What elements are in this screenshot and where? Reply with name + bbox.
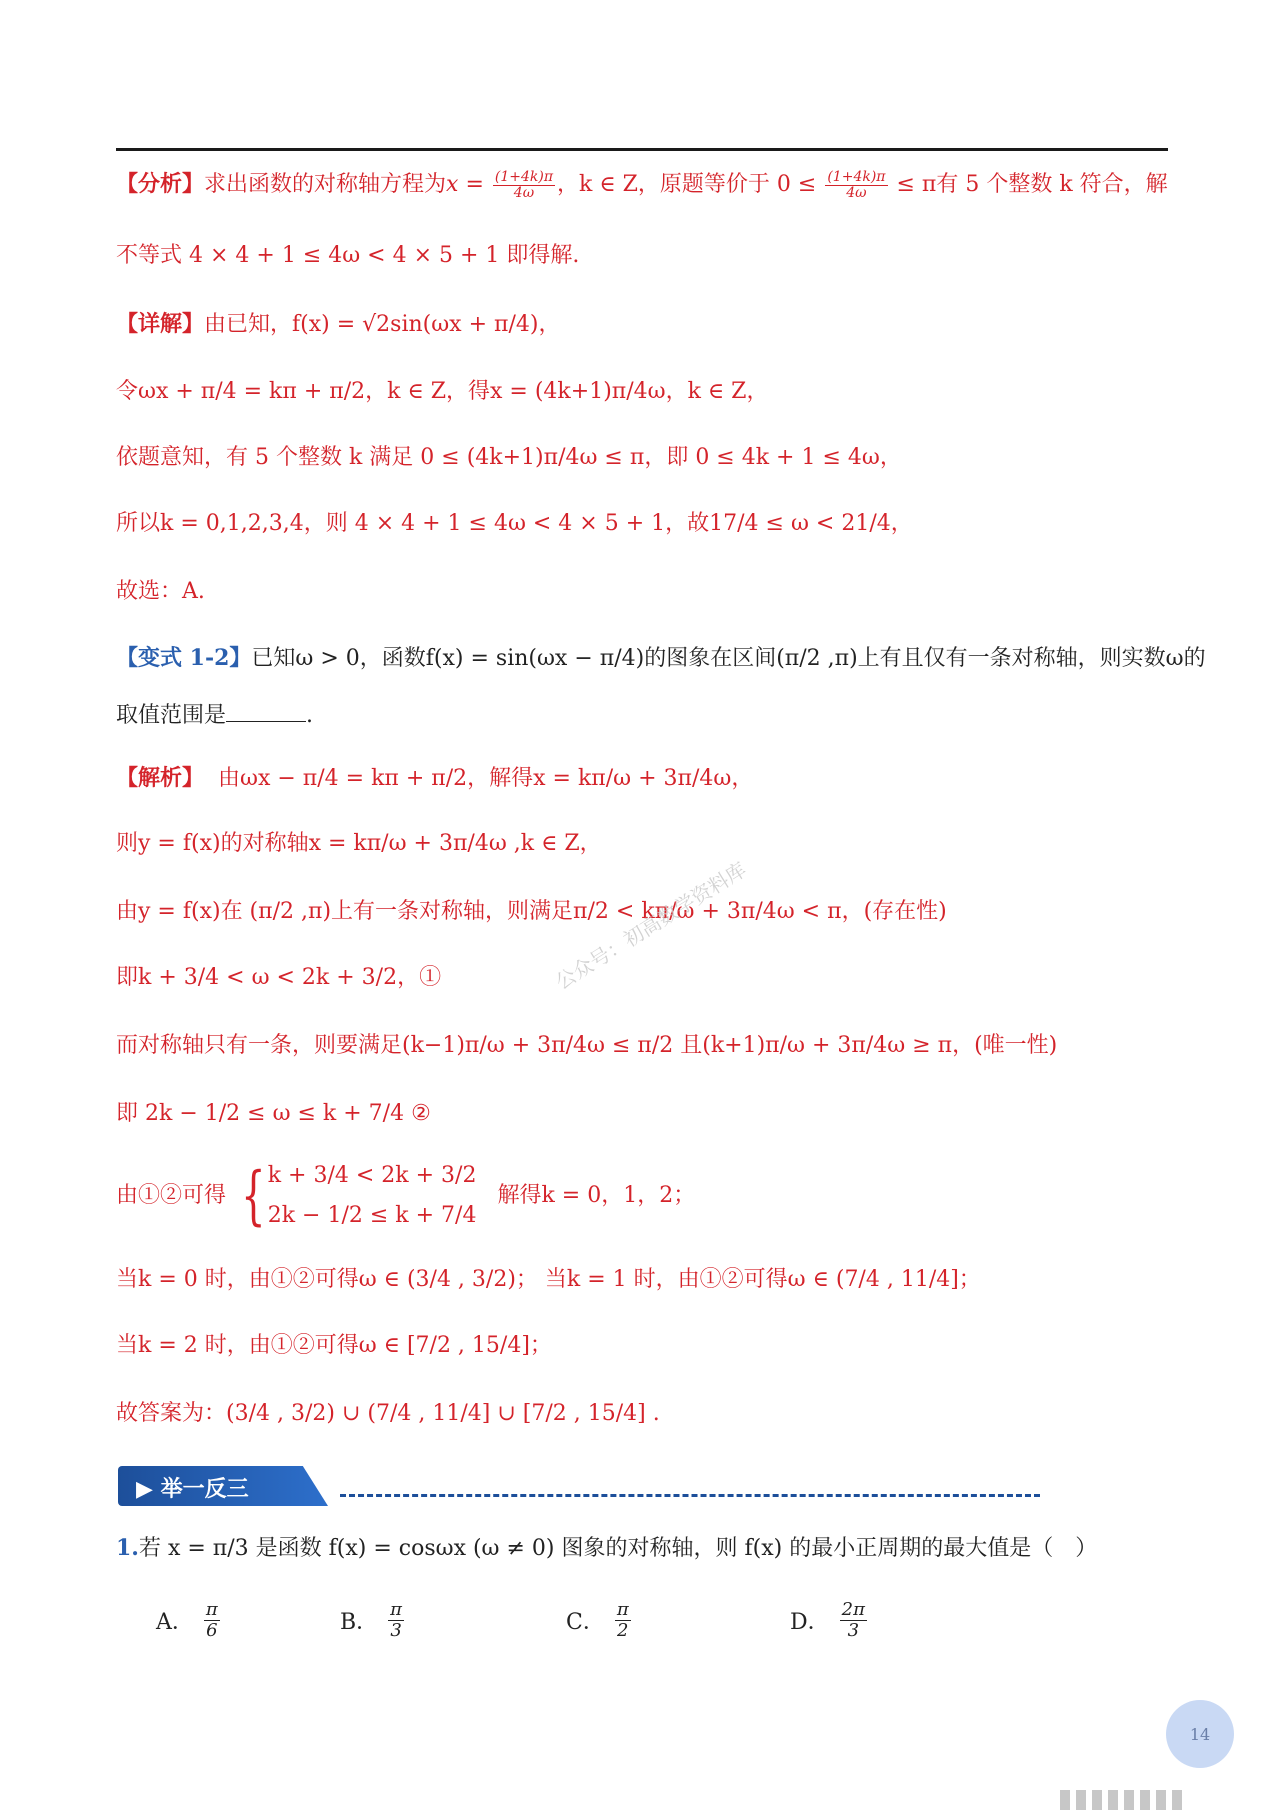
solution-tag: 【解析】	[116, 765, 205, 791]
top-rule	[116, 148, 1168, 151]
detail-line-5: 故选：A.	[116, 579, 205, 604]
variant-line-2	[116, 700, 1176, 732]
solution-line-2: 则y = f(x)的对称轴x = kπ/ω + 3π/4ω ,k ∈ Z，	[116, 831, 602, 856]
watermark: 公众号：初高数学资料库	[551, 857, 751, 995]
solution-line-3: 由y = f(x)在 (π/2 ,π)上有一条对称轴，则满足π/2 < kπ/ω + 3π/4ω < π，(存在性)	[116, 899, 947, 924]
detail-tag: 【详解】	[116, 311, 205, 337]
solution-line-7	[116, 1160, 1176, 1232]
equation-system	[233, 1160, 476, 1232]
variant-period: .	[306, 703, 314, 728]
detail-line-2: 令ωx + π/4 = kπ + π/2，k ∈ Z，得x = (4k+1)π/4ω，k ∈ Z，	[116, 379, 769, 404]
variant-text-1: 已知ω > 0，函数f(x) = sin(ωx − π/4)的图象在区间(π/2 ,π)上有且仅有一条对称轴，则实数ω的	[251, 646, 1206, 671]
solution-text-7-pre: 由①②可得	[116, 1183, 227, 1208]
detail-line-4: 所以k = 0,1,2,3,4，则 4 × 4 + 1 ≤ 4ω < 4 × 5 + 1，故17/4 ≤ ω < 21/4，	[116, 511, 913, 536]
page-number: 14	[1166, 1700, 1234, 1768]
detail-text-1: 由已知，f(x) = √2sin(ωx + π/4)，	[204, 312, 561, 337]
choice-a[interactable]: A． $\frac{\pi}{6}$	[156, 1599, 218, 1641]
detail-line-3: 依题意知，有 5 个整数 k 满足 0 ≤ (4k+1)π/4ω ≤ π，即 0 ≤ 4k + 1 ≤ 4ω，	[116, 445, 902, 470]
analysis-line-2: 不等式 4 × 4 + 1 ≤ 4ω < 4 × 5 + 1 即得解.	[116, 243, 580, 268]
analysis-text-c: ≤ π有 5 个整数 k 符合，解	[889, 172, 1168, 197]
choice-a-label: A．	[156, 1610, 194, 1635]
footer-stripes	[1060, 1790, 1182, 1810]
solution-line-5: 而对称轴只有一条，则要满足(k−1)π/ω + 3π/4ω ≤ π/2 且(k+1)π/ω + 3π/4ω ≥ π，(唯一性)	[116, 1033, 1058, 1058]
variant-text-2: 取值范围是	[116, 703, 227, 728]
section-banner	[118, 1466, 328, 1506]
analysis-tag: 【分析】	[116, 171, 205, 197]
choice-c-label: C．	[566, 1610, 605, 1635]
analysis-fraction-1: $\frac{(1+4k)\pi}{4\omega}$	[494, 168, 554, 201]
detail-line-1	[116, 308, 1176, 341]
choice-c[interactable]: C． $\frac{\pi}{2}$	[566, 1599, 629, 1641]
question-number: 1.	[116, 1535, 139, 1561]
choice-d-label: D．	[790, 1610, 830, 1635]
choice-b-label: B．	[340, 1610, 379, 1635]
solution-line-8: 当k = 0 时，由①②可得ω ∈ (3/4 , 3/2)； 当k = 1 时，由①②可得ω ∈ (7/4 , 11/4]；	[116, 1267, 981, 1292]
variant-tag: 【变式 1-2】	[116, 645, 252, 671]
system-eq-2: 2k − 1/2 ≤ k + 7/4	[267, 1203, 477, 1228]
analysis-fraction-2: $\frac{(1+4k)\pi}{4\omega}$	[827, 168, 886, 201]
solution-line-4: 即k + 3/4 < ω < 2k + 3/2，①	[116, 965, 442, 990]
variant-line-1	[116, 642, 1206, 675]
solution-text-1: 由ωx − π/4 = kπ + π/2，解得x = kπ/ω + 3π/4ω，	[218, 766, 754, 791]
analysis-line-1: 【分析】求出函数的对称轴方程为x = $\frac{(1+4k)\pi}{4\omega}$ ，k ∈ Z，原题等价于 0 ≤ $\frac{(1+4k)\pi}{4\omega}$ ≤ π有 5 个整数 k 符合，解	[116, 168, 1168, 201]
left-brace: {	[241, 1159, 266, 1233]
section-banner-label: ▶ 举一反三	[136, 1477, 249, 1502]
solution-line-9: 当k = 2 时，由①②可得ω ∈ [7/2 , 15/4]；	[116, 1333, 552, 1358]
choice-d[interactable]: D． $\frac{2\pi}{3}$	[790, 1599, 865, 1641]
solution-line-6: 即 2k − 1/2 ≤ ω ≤ k + 7/4 ②	[116, 1101, 431, 1126]
analysis-text-b: ，k ∈ Z，原题等价于 0 ≤	[557, 172, 824, 197]
question-line	[116, 1532, 1176, 1565]
answer-blank	[226, 701, 306, 722]
analysis-text-a: 求出函数的对称轴方程为	[204, 172, 447, 197]
solution-line-10: 故答案为：(3/4 , 3/2) ∪ (7/4 , 11/4] ∪ [7/2 , 15/4] .	[116, 1401, 660, 1426]
system-eq-1: k + 3/4 < 2k + 3/2	[267, 1163, 477, 1188]
dashed-divider	[340, 1494, 1040, 1497]
solution-line-1	[116, 762, 1176, 795]
choice-b[interactable]: B． $\frac{\pi}{3}$	[340, 1599, 403, 1641]
question-text: 若 x = π/3 是函数 f(x) = cosωx (ω ≠ 0) 图象的对称轴，则 f(x) 的最小正周期的最大值是（ ）	[138, 1536, 1098, 1561]
solution-text-7-post: 解得k = 0，1，2；	[497, 1183, 696, 1208]
